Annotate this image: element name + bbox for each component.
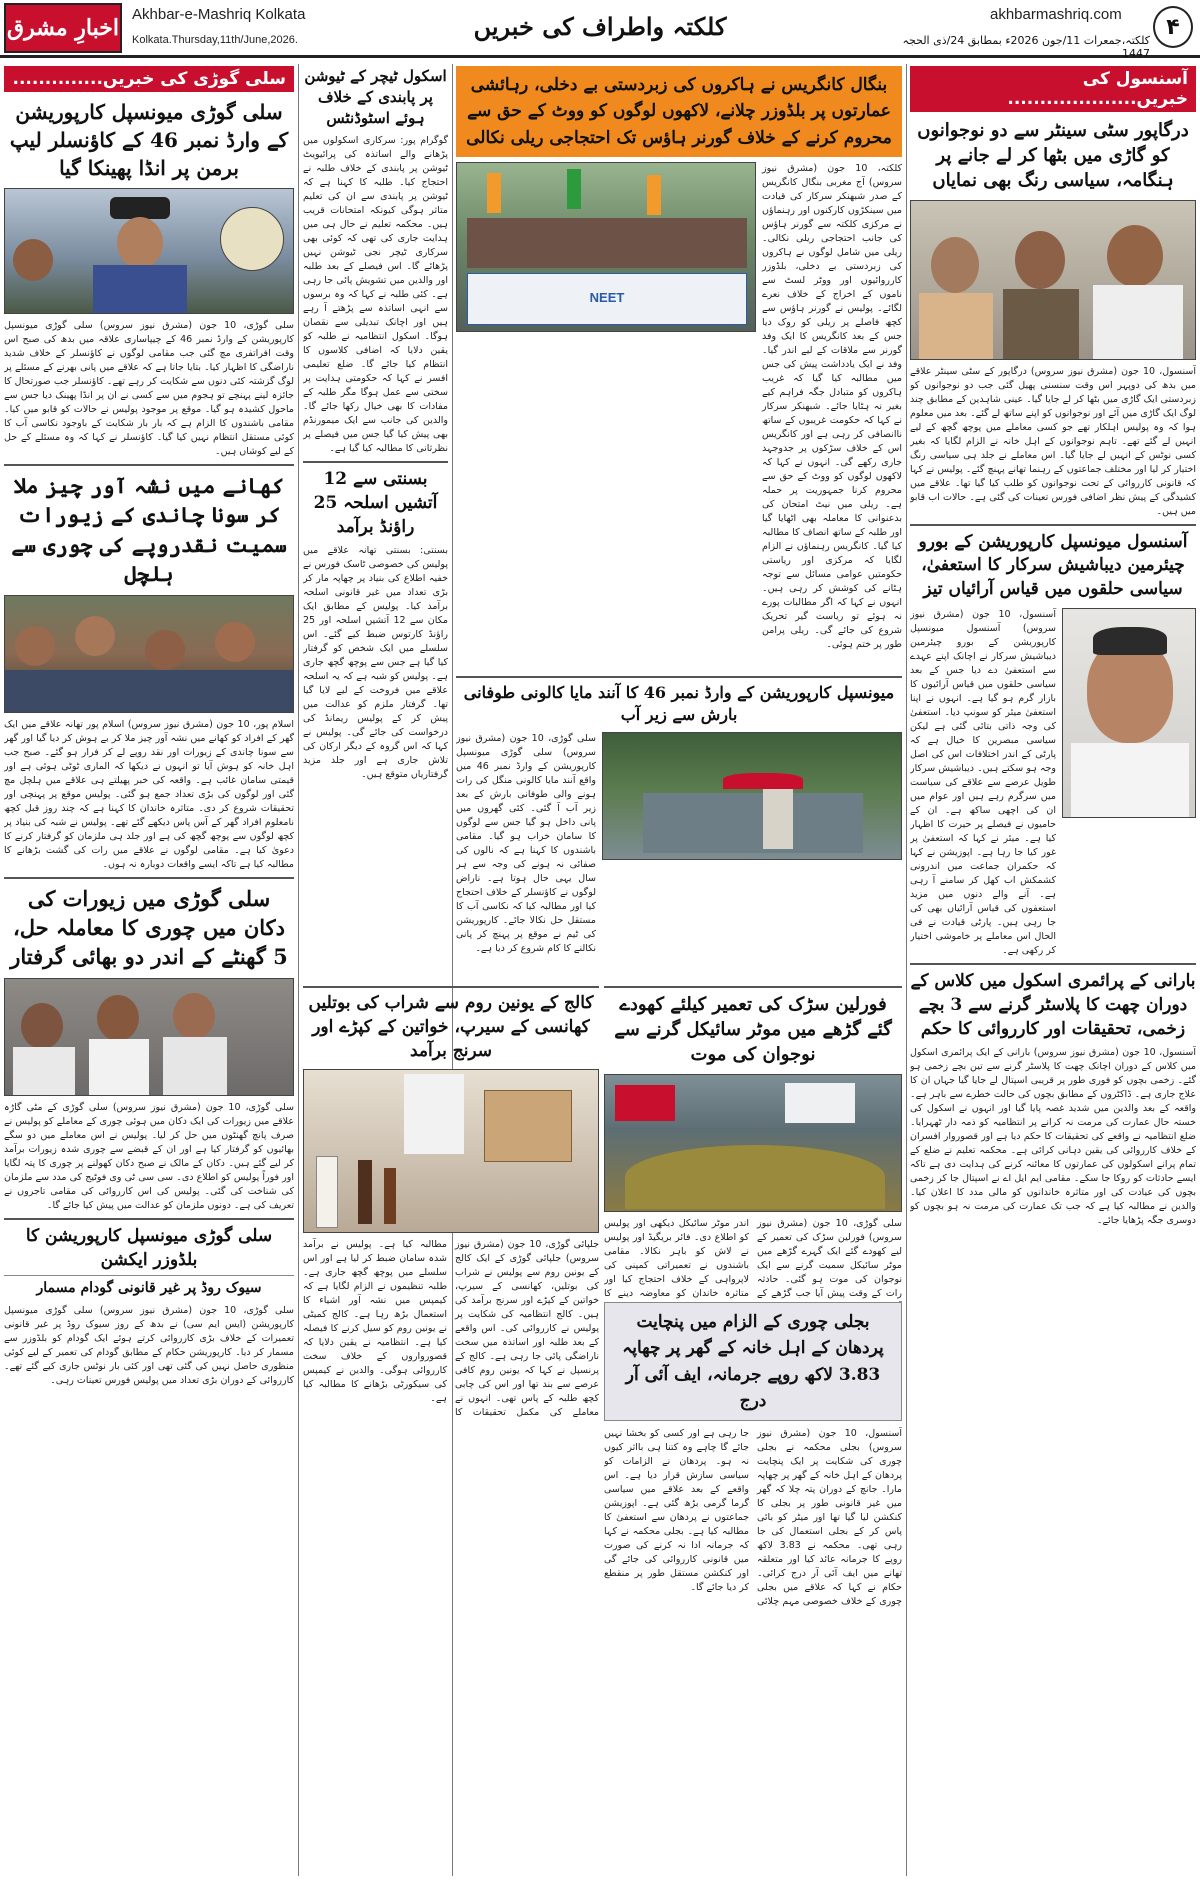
news-photo	[303, 1069, 599, 1233]
banner-text: NEET	[467, 273, 747, 325]
headline: بارانی کے پرائمری اسکول میں کلاس کے دوران چھت کا پلاسٹر گرنے سے 3 بچے زخمی، تحقیقات اور کارروائی کا حکم	[910, 970, 1196, 1039]
divider	[4, 1218, 294, 1220]
newspaper-logo: اخبارِ مشرق	[4, 3, 122, 53]
divider	[910, 963, 1196, 965]
article-body: سلی گوڑی، 10 جون (مشرق نیوز سروس) سلی گوڑی میونسپل کارپوریشن کے وارڈ نمبر 46 کے چیپاساری علاقہ میں بدھ کی صبح اس وقت افراتفری مچ گئی جب مقامی لوگوں نے کاؤنسلر کے خلاف شدید ناراضگی کا اظہار کیا۔ بتایا جاتا ہے کہ علاقے میں پانی بھرنے کے مسئلے پر لوگ گزشتہ کئی دنوں سے شکایت کر رہے تھے۔ کاؤنسلر جب صورتحال کا جائزہ لینے پہنچے تو ہجوم میں سے کسی نے ان پر انڈا پھینک دیا جس سے ماحول کشیدہ ہو گیا۔ موقع پر موجود پولیس نے حالات کو قابو میں کیا۔ مقامی باشندوں کا الزام ہے کہ بار بار شکایت کے باوجود نکاسی آب کا کوئی مستقل انتظام نہیں کیا گیا۔ کاؤنسلر نے کہا کہ وہ مسئلے کے حل کے لیے کوشاں ہیں۔	[4, 320, 294, 457]
headline: فورلین سڑک کی تعمیر کیلئے کھودے گئے گڑھے میں موٹر سائیکل گرنے سے نوجوان کی موت	[604, 986, 902, 1068]
english-date: Kolkata.Thursday,11th/June,2026.	[132, 34, 298, 46]
headline-banner: بنگال کانگریس نے ہاکروں کی زبردستی بے دخلی، رہائشی عمارتوں پر بلڈوزر چلانے، لاکھوں لوگوں کو ووٹ کے حق سے محروم کرنے کے خلاف گورنر ہاؤس تک احتجاجی ریلی نکالی	[456, 66, 902, 157]
article-body: بسنتی: بسنتی تھانہ علاقے میں پولیس کی خصوصی ٹاسک فورس نے خفیہ اطلاع کی بنیاد پر چھاپہ مار کر بڑی تعداد میں غیر قانونی اسلحہ برآمد کیا۔ پولیس کے مطابق ایک مکان سے 12 آتشیں اسلحہ اور 25 راؤنڈ کارتوس ضبط کیے گئے۔ اس سلسلے میں ایک شخص کو گرفتار کیا گیا ہے جس سے پوچھ گچھ جاری ہے۔ پولیس کو شبہ ہے کہ یہ اسلحہ علاقے میں فروخت کے لیے لایا گیا تھا۔ گرفتار ملزم کو عدالت میں پیش کر کے پولیس ریمانڈ کی درخواست کی جائے گی۔ پولیس نے کہا کہ اس گروہ کے دیگر ارکان کی تلاش جاری ہے اور جلد مزید گرفتاریاں متوقع ہیں۔	[303, 545, 448, 781]
portrait-photo	[1062, 608, 1196, 818]
website-link[interactable]: akhbarmashriq.com	[990, 6, 1122, 23]
article-body: سلی گوڑی، 10 جون (مشرق نیوز سروس) سلی گوڑی میونسپل کارپوریشن (ایس ایم سی) نے بدھ کے روز سیوک روڈ پر غیر قانونی تعمیرات کے خلاف بڑی کارروائی کرتے ہوئے ایک گودام کو بلڈوزر سے مسمار کر دیا۔ کارپوریشن حکام کے مطابق گودام کی تعمیر کے لیے کوئی منظوری حاصل نہیں کی گئی تھی اور کئی بار نوٹس جاری کیے گئے تھے۔ کارروائی کے دوران بڑی تعداد میں پولیس فورس تعینات رہی۔	[4, 1304, 294, 1386]
news-photo	[604, 1074, 902, 1212]
page-number: ۴	[1153, 6, 1193, 48]
article-body: آسنسول، 10 جون (مشرق نیوز سروس) آسنسول میونسپل کارپوریشن کے بورو چیئرمین دیباشیش سرکار نے اچانک اپنے عہدے سے استعفیٰ دے دیا جس کے بعد سیاسی حلقوں میں قیاس آرائیوں کا بازار گرم ہو گیا ہے۔ انہوں نے اپنا استعفیٰ میئر کو سونپ دیا۔ استعفیٰ کی وجہ ذاتی بتائی گئی ہے لیکن سیاسی مبصرین کا خیال ہے کہ پارٹی کے اندر اختلافات اس کی اصل وجہ ہو سکتے ہیں۔ دیباشیش سرکار طویل عرصے سے علاقے کی سیاست میں سرگرم رہے ہیں اور عوام میں ان کی اچھی ساکھ ہے۔ ان کے حامیوں نے فیصلے پر حیرت کا اظہار کیا ہے۔ میئر نے کہا کہ استعفیٰ پر غور کیا جا رہا ہے۔ اپوزیشن نے کہا کہ حکمران جماعت میں اندرونی کشمکش اب کھل کر سامنے آ رہی ہے۔ آنے والے دنوں میں مزید استعفوں کی قیاس آرائیاں بھی کی جا رہی ہیں۔ پارٹی قیادت نے فی الحال اس معاملے پر خاموشی اختیار کر رکھی ہے۔	[910, 608, 1056, 956]
news-photo	[4, 595, 294, 713]
article-body: گوگرام پور: سرکاری اسکولوں میں پڑھانے والے اساتذہ کی پرائیویٹ ٹیوشن پر پابندی کے خلاف طلبہ نے احتجاج کیا۔ طلبہ کا کہنا ہے کہ ٹیوشن پر پابندی سے ان کی تعلیم متاثر ہوگی کیونکہ امتحانات قریب ہیں۔ محکمہ تعلیم نے حال ہی میں ہدایت جاری کی تھی کہ کوئی بھی سرکاری ٹیچر نجی ٹیوشن نہیں پڑھائے گا۔ اس فیصلے کے بعد طلبہ اور والدین میں تشویش پائی جا رہی ہے۔ کئی طلبہ نے کہا کہ وہ برسوں سے انہی اساتذہ سے پڑھتے آ رہے ہیں اور اچانک تبدیلی سے نقصان ہوگا۔ اسکول انتظامیہ نے طلبہ کو یقین دلایا کہ اضافی کلاسوں کا انتظام کیا جائے گا۔ ضلع تعلیمی افسر نے کہا کہ حکومتی ہدایت پر سختی سے عمل ہوگا مگر طلبہ کے مفادات کا بھی خیال رکھا جائے گا۔ والدین کی جانب سے ایک میمورنڈم بھی پیش کیا گیا جس میں فیصلے پر نظرثانی کا مطالبہ کیا گیا ہے۔	[303, 135, 448, 454]
headline-box: بجلی چوری کے الزام میں پنچایت پردھان کے اہل خانہ کے گھر پر چھاپہ 3.83 لاکھ روپے جرمانہ، ایف آئی آر درج	[604, 1302, 902, 1421]
article-body: اسلام پور، 10 جون (مشرق نیوز سروس) اسلام پور تھانہ علاقے میں ایک گھر کے افراد کو کھانے میں نشہ آور چیز ملا کر بے ہوش کر دیا گیا اور گھر سے سونا چاندی کے زیورات اور نقد روپے لے کر فرار ہو گئے۔ صبح جب اہل خانہ کو ہوش آیا تو انہوں نے دیکھا کہ الماری ٹوٹی ہوئی ہے اور قیمتی سامان غائب ہے۔ واقعہ کی خبر پھیلتے ہی علاقے میں ہلچل مچ گئی اور لوگوں کی بڑی تعداد جمع ہو گئی۔ پولیس موقع پر پہنچی اور تحقیقات شروع کر دی۔ متاثرہ خاندان کا کہنا ہے کہ چند روز قبل کچھ نامعلوم افراد گھر کے آس پاس دیکھے گئے تھے۔ پولیس نے شبہ کی بنیاد پر کچھ لوگوں سے پوچھ گچھ کی ہے اور جلد ہی ملزمان کو گرفتار کرنے کا دعویٰ کیا ہے۔ مقامی لوگوں نے علاقے میں رات کی گشت بڑھانے کا مطالبہ کیا ہے تاکہ ایسے واقعات دوبارہ نہ ہوں۔	[4, 718, 294, 870]
headline: میونسپل کارپوریشن کے وارڈ نمبر 46 کا آنند مایا کالونی طوفانی بارش سے زیر آب	[456, 676, 902, 727]
article-body: آسنسول، 10 جون (مشرق نیوز سروس) بجلی محکمہ نے بجلی چوری کی شکایت پر ایک پنچایت پردھان کے اہل خانہ کے گھر پر چھاپہ مارا۔ جانچ کے دوران پتہ چلا کہ گھر میں غیر قانونی طور پر بجلی کا کنکشن لیا گیا تھا اور میٹر کو بائی پاس کر کے بجلی استعمال کی جا رہی تھی۔ محکمہ نے 3.83 لاکھ روپے کا جرمانہ عائد کیا اور متعلقہ تھانے میں ایف آئی آر درج کرائی۔ حکام نے کہا کہ علاقے میں بجلی چوری کے خلاف خصوصی مہم چلائی جا رہی ہے اور کسی کو بخشا نہیں جائے گا چاہے وہ کتنا ہی بااثر کیوں نہ ہو۔ پردھان نے الزامات کو سیاسی سازش قرار دیا ہے۔ اس واقعے کے بعد علاقے میں سیاسی گرما گرمی بڑھ گئی ہے۔ اپوزیشن جماعتوں نے پردھان سے استعفیٰ کا مطالبہ کیا ہے۔ بجلی محکمہ نے کہا کہ جرمانہ ادا نہ کرنے کی صورت میں قانونی کارروائی کی جائے گی اور کنکشن مستقل طور پر منقطع کر دیا جائے گا۔	[604, 1428, 902, 1608]
article-body: سلی گوڑی، 10 جون (مشرق نیوز سروس) فورلین سڑک کی تعمیر کے لیے کھودے گئے ایک گہرے گڑھے میں موٹر سائیکل سمیت گرنے سے ایک نوجوان کی موت ہو گئی۔ حادثہ رات کے وقت پیش آیا جب گڑھے کے اندر موٹر سائیکل دیکھی اور پولیس کو اطلاع دی۔ فائر بریگیڈ اور پولیس نے لاش کو باہر نکالا۔ مقامی باشندوں نے تعمیراتی کمپنی کی لاپرواہی کے خلاف احتجاج کیا اور متاثرہ خاندان کو معاوضہ دینے کا	[604, 1217, 902, 1299]
column-rule	[906, 64, 907, 1876]
college-article	[303, 986, 599, 1606]
headline: سلی گوڑی میں زیورات کی دکان میں چوری کا معاملہ حل، 5 گھنٹے کے اندر دو بھائی گرفتار	[10, 885, 288, 970]
masthead	[0, 0, 1200, 58]
headline: بسنتی سے 12 آتشیں اسلحہ 25 راؤنڈ برآمد	[313, 469, 438, 537]
headline: آسنسول میونسپل کارپوریشن کے بورو چیئرمین دیباشیش سرکار کا استعفیٰ، سیاسی حلقوں میں قیاس آرائیاں تیز	[918, 531, 1188, 600]
divider	[303, 461, 448, 463]
article-body: کلکتہ، 10 جون (مشرق نیوز سروس) آج مغربی بنگال کانگریس کے صدر شبھنکر سرکار کی قیادت میں سینکڑوں کارکنوں اور رہنماؤں نے مرکزی کلکتہ سے گورنر ہاؤس کی جانب احتجاجی ریلی نکالی۔ ریلی میں شامل لوگوں نے ہاکروں کی زبردستی بے دخلی، بلڈوزر کارروائیوں اور ووٹر لسٹ سے ناموں کے اخراج کے خلاف نعرے لگائے۔ پولیس نے گورنر ہاؤس سے کچھ فاصلے پر ریلی کو روک دیا جس کے بعد کانگریس کا ایک وفد گورنر سے ملاقات کے لیے اندر گیا۔ وفد نے ایک یادداشت پیش کی جس میں مطالبہ کیا گیا کہ غریب ہاکروں کو متبادل جگہ فراہم کیے بغیر نہ ہٹایا جائے۔ شبھنکر سرکار نے کہا کہ حکومت غریبوں کے ساتھ ناانصافی کر رہی ہے اور کانگریس اس کے خلاف سڑکوں پر جدوجہد جاری رکھے گی۔ انہوں نے کہا کہ لاکھوں لوگوں کو ووٹ کے حق سے محروم کرنا جمہوریت پر حملہ ہے۔ ریلی میں نیٹ امتحان کی بدعنوانی کا معاملہ بھی اٹھایا گیا اور طلبہ کے ساتھ انصاف کا مطالبہ کیا گیا۔ کانگریس رہنماؤں نے الزام لگایا کہ مرکزی اور ریاستی حکومتیں عوامی مسائل سے توجہ ہٹانے کی کوشش کر رہی ہیں۔ انہوں نے کہا کہ اگر مطالبات پورے نہ ہوئے تو ریاست گیر تحریک شروع کی جائے گی۔ ریلی پرامن طور پر ختم ہوئی۔	[762, 163, 902, 651]
asansol-news-column	[910, 66, 1196, 1876]
news-photo	[4, 978, 294, 1096]
news-photo	[910, 200, 1196, 360]
newspaper-name: Akhbar-e-Mashriq Kolkata	[132, 6, 306, 23]
article-body: آسنسول، 10 جون (مشرق نیوز سروس) درگاپور کے سٹی سینٹر علاقے میں بدھ کی دوپہر اس وقت سنسنی پھیل گئی جب دو نوجوانوں کو زبردستی ایک گاڑی میں بٹھا کر لے جایا گیا۔ عینی شاہدین کے مطابق چند لوگ ایک گاڑی میں آئے اور نوجوانوں کو اپنے ساتھ لے گئے۔ بعد میں معلوم ہوا کہ وہ پولیس اہلکار تھے جو کسی معاملے میں پوچھ گچھ کے لیے انہیں لے گئے تھے۔ تاہم نوجوانوں کے اہل خانہ نے الزام لگایا کہ بغیر کسی نوٹس کے انہیں لے جایا گیا۔ اس معاملے نے جلد ہی سیاسی رنگ اختیار کر لیا اور مختلف جماعتوں کے رہنما تھانے پہنچ گئے۔ پولیس نے کہا کہ قانونی کارروائی کے تحت نوجوانوں کو طلب کیا گیا تھا۔ علاقے میں کشیدگی کے پیش نظر اضافی فورس تعینات کی گئی ہے۔ حالات اب قابو میں ہیں۔	[910, 365, 1196, 517]
divider	[4, 464, 294, 466]
headline: سلی گوڑی میونسپل کارپوریشن کا بلڈوزر ایکشن	[25, 1225, 273, 1270]
divider	[4, 877, 294, 879]
siliguri-news-column	[4, 66, 294, 1876]
headline: اسکول ٹیچر کے ٹیوشن پر پابندی کے خلاف ہوئے اسٹوڈنٹس	[304, 67, 447, 127]
article-body: آسنسول، 10 جون (مشرق نیوز سروس) بارانی کے ایک پرائمری اسکول میں کلاس کے دوران اچانک چھت کا پلاسٹر گرنے سے تین بچے زخمی ہو گئے۔ زخمی بچوں کو فوری طور پر قریبی اسپتال لے جایا گیا جہاں ان کا علاج جاری ہے۔ ڈاکٹروں کے مطابق بچوں کی حالت خطرے سے باہر ہے۔ واقعہ کے بعد والدین میں شدید غصہ پایا گیا اور انہوں نے اسکول کی خستہ حال عمارت کی مرمت نہ کرانے پر انتظامیہ کو ذمہ دار ٹھہرایا۔ ضلع انتظامیہ نے واقعے کی تحقیقات کا حکم دیا ہے اور قصوروار افسران کے خلاف کارروائی کی یقین دہانی کرائی ہے۔ محکمہ تعلیم نے ضلع کے تمام پرانے اسکولوں کی عمارتوں کا معائنہ کرنے کی ہدایت دی ہے تاکہ ایسے حادثات کو روکا جا سکے۔ مقامی ایم ایل اے نے اسپتال جا کر زخمی بچوں کی عیادت کی اور متاثرہ خاندانوں کو مالی مدد کا اعلان کیا۔ والدین نے مطالبہ کیا ہے کہ جب تک عمارت کی مرمت نہ ہو بچوں کو دوسری جگہ پڑھایا جائے۔	[910, 1047, 1196, 1227]
column-rule	[298, 64, 299, 1876]
page-title: کلکتہ واطراف کی خبریں	[473, 12, 727, 41]
rally-photo	[456, 162, 756, 332]
accident-article	[604, 986, 902, 1302]
headline: سلی گوڑی میونسپل کارپوریشن کے وارڈ نمبر 46 کے کاؤنسلر لیپ برمن پر انڈا پھینکا گیا	[9, 100, 289, 180]
congress-rally-article	[456, 66, 902, 676]
flood-photo	[602, 732, 902, 860]
news-photo	[4, 188, 294, 314]
urdu-date: کلکتہ،جمعرات 11/جون 2026ء بمطابق 24/ذی الحجہ 1447	[902, 34, 1150, 60]
article-body: سلی گوڑی، 10 جون (مشرق نیوز سروس) سلی گوڑی کے مٹی گاڑہ علاقے میں زیورات کی ایک دکان میں ہوئی چوری کے معاملے کو پولیس نے صرف پانچ گھنٹوں میں حل کر لیا۔ پولیس نے اس معاملے میں دو سگے بھائیوں کو گرفتار کیا ہے اور ان کے قبضے سے چوری شدہ زیورات برآمد کر لیے گئے ہیں۔ دکان کے مالک نے صبح دکان کھولنے پر چوری کا پتہ لگایا اور فوراً پولیس کو اطلاع دی۔ سی سی ٹی وی فوٹیج کی مدد سے ملزمان کی شناخت کی گئی۔ پولیس کی اس کارروائی کی مقامی تاجروں نے تعریف کی ہے۔ دونوں ملزمان کو عدالت میں پیش کیا جائے گا۔	[4, 1101, 294, 1211]
section-bar: آسنسول کی خبریں....................	[910, 66, 1196, 112]
article-body: سلی گوڑی، 10 جون (مشرق نیوز سروس) سلی گوڑی میونسپل کارپوریشن کے وارڈ نمبر 46 میں واقع آنند مایا کالونی منگل کی رات ہونے والی طوفانی بارش کے بعد زیر آب آ گئی۔ کئی گھروں میں پانی داخل ہو گیا جس سے لوگوں کا سامان خراب ہو گیا۔ مقامی باشندوں کا کہنا ہے کہ نالوں کی صفائی نہ ہونے کی وجہ سے ہر سال یہی حال ہوتا ہے۔ ناراض لوگوں نے کاؤنسلر کے خلاف احتجاج کیا اور مطالبہ کیا کہ نکاسی آب کا مستقل حل نکالا جائے۔ کارپوریشن کی ٹیم نے موقع پر پہنچ کر پانی نکالنے کا کام شروع کر دیا ہے۔	[456, 732, 596, 954]
sub-headline: سیوک روڈ پر غیر قانونی گودام مسمار	[4, 1275, 294, 1299]
electricity-article	[604, 1302, 902, 1876]
article-body: جلپائی گوڑی، 10 جون (مشرق نیوز سروس) جلپائی گوڑی کے ایک کالج کے یونین روم سے پولیس نے شراب کی بوتلیں، کھانسی کے سیرپ، خواتین کے کپڑے اور سرنج برآمد کی ہیں۔ کالج انتظامیہ کی شکایت پر پولیس نے کارروائی کی۔ اس واقعے کے بعد طلبہ اور اساتذہ میں سخت ناراضگی پائی جا رہی ہے۔ کالج کے پرنسپل نے کہا کہ یونین روم کافی عرصے سے بند تھا اور اس کی چابی کچھ طلبہ کے پاس تھی۔ انہوں نے معاملے کی مکمل تحقیقات کا مطالبہ کیا ہے۔ پولیس نے برآمد شدہ سامان ضبط کر لیا ہے اور اس سلسلے میں پوچھ گچھ جاری ہے۔ طلبہ تنظیموں نے الزام لگایا ہے کہ کیمپس میں نشہ آور اشیاء کا استعمال بڑھ رہا ہے۔ کالج کمیٹی نے یونین روم کو سیل کرنے کا فیصلہ کیا ہے۔ انتظامیہ نے یقین دلایا کہ قصورواروں کے خلاف سخت کارروائی ہوگی۔ والدین نے کیمپس کی سیکورٹی بڑھانے کا مطالبہ کیا ہے۔	[303, 1239, 599, 1419]
headline: کھانے میں نشہ آور چیز ملا کر سونا چاندی کے زیورات سمیت نقدروپے کی چوری سے ہلچل	[11, 473, 287, 587]
headline: کالج کے یونین روم سے شراب کی بوتلیں کھانسی کے سیرپ، خواتین کے کپڑے اور سرنج برآمد	[303, 986, 599, 1063]
flood-article	[456, 676, 902, 986]
headline: درگاپور سٹی سینٹر سے دو نوجوانوں کو گاڑی میں بٹھا کر لے جانے پر ہنگامہ، سیاسی رنگ بھی نمایاں	[917, 120, 1189, 192]
section-bar: سلی گوڑی کی خبریں..............	[4, 66, 294, 92]
divider	[910, 524, 1196, 526]
